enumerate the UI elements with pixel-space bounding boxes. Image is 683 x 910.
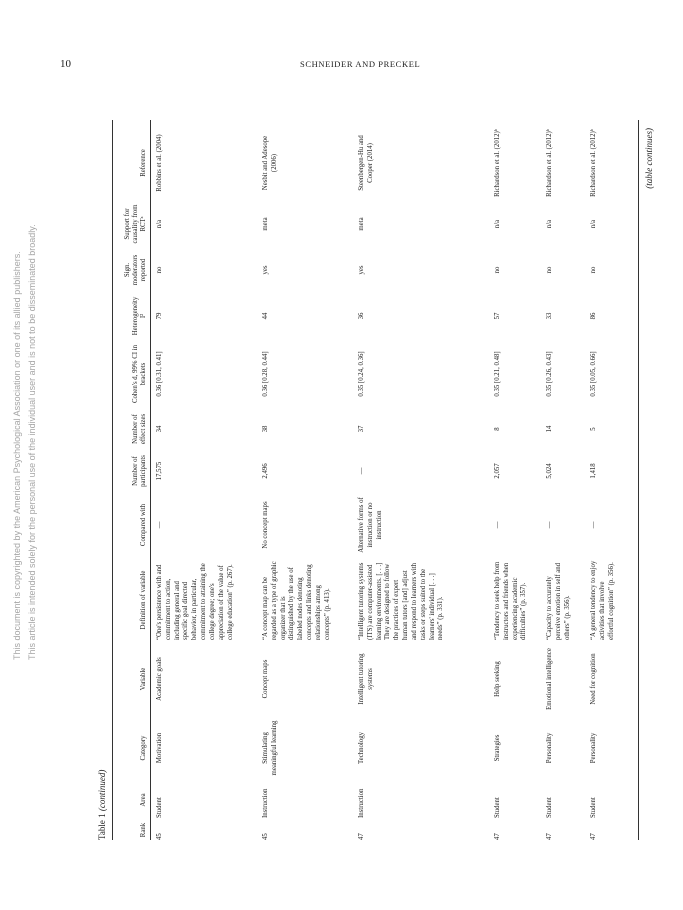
top-rule	[112, 120, 113, 840]
header-rule	[150, 120, 151, 840]
header-area: Area	[139, 793, 147, 807]
page-number: 10	[60, 58, 71, 70]
header-category: Category	[139, 735, 147, 761]
copyright-watermark	[8, 224, 48, 660]
header-causality: Support for causality from RCTᵃ	[123, 204, 147, 244]
table-caption: Table 1 (continued)	[97, 769, 107, 840]
running-head: SCHNEIDER AND PRECKEL	[300, 59, 421, 69]
watermark-line-2: This article is intended solely for the personal use of the individual user and is not to be disseminated broadly.	[27, 224, 37, 660]
bottom-rule	[638, 120, 639, 840]
header-moderators: Sign. moderators reported	[123, 254, 147, 286]
watermark-line-1: This document is copyrighted by the American Psychological Association or one of its allied publishers.	[12, 251, 22, 660]
rotated-table: Table 1 (continued) Rank Area Category Variable Definition of variable Compared with Number of participants Number of effect sizes Cohen's d, 99% CI in brackets Heterogeneity I² Sign. moderators reported Support for causality from RCTᵃ Reference 45 Student Motivation Academic goals “One's persistence with and commitment to action, including general and specific goal directed behavior, in particular, commitment to attaining the college degree; one's appreciation of the value of college education” (p. 267). — 17,575 34 0.36 [0.31, 0.41] 79 no n/a Robbins et al. (2004) 45 Instruction Stimulating meaningful learning Concept maps “A concept map can be regarded as a type of graphic organizer that is distinguished by the use of labeled nodes denoting concepts and links denoting relationships among concepts” (p. 413). No concept maps 2,496 38 0.36 [0.28, 0.44] 44 yes meta Nesbit and Adesope (2006) 47 Instruction Technology Intelligent tutoring systems “Intelligent tutoring systems (ITS) are computer-assisted learning environments. [. . .] They are designed to follow the practices of expert human tutors [and] adjust and respond to learners with tasks or steps suited to the learners' individual [. . .] needs” (p. 331). Alternative forms of instruction or no instruction — 37 0.35 [0.24, 0.36] 36 yes meta Steenbergen-Hu and Cooper (2014) 47 Student Strategies Help seeking “Tendency to seek help from instructors and friends when experiencing academic difficulties” (p. 357). — 2,057 8 0.35 [0.21, 0.48] 57 no n/a Richardson et al. (2012)ᵇ 47 Student Personality Emotional intelligence “Capacity to accurately perceive emotion in self and others” (p. 356). — 5,024 14 0.35 [0.26, 0.43] 33 no n/a Richardson et al. (2012)ᵇ 47 Student Personality Need for cognition “A general tendency to enjoy activities that involve effortful cognition” (p. 356). — 1,418 5 0.35 [0.05, 0.66] 86 no n/a Richardson et al. (2012)ᵇ (table continues)	[90, 120, 650, 840]
header-compared: Compared with	[139, 503, 147, 547]
header-cohen-d: Cohen's d, 99% CI in brackets	[131, 344, 147, 404]
table-continues-note: (table continues)	[644, 128, 654, 189]
header-variable: Variable	[139, 667, 147, 691]
header-effect-sizes: Number of effect sizes	[131, 413, 147, 445]
header-rank: Rank	[139, 822, 147, 838]
header-participants: Number of participants	[131, 455, 147, 487]
header-reference: Reference	[139, 149, 147, 177]
page-header	[0, 58, 683, 72]
header-definition: Definition of variable	[139, 570, 147, 630]
header-heterogeneity: Heterogeneity I²	[131, 296, 147, 336]
